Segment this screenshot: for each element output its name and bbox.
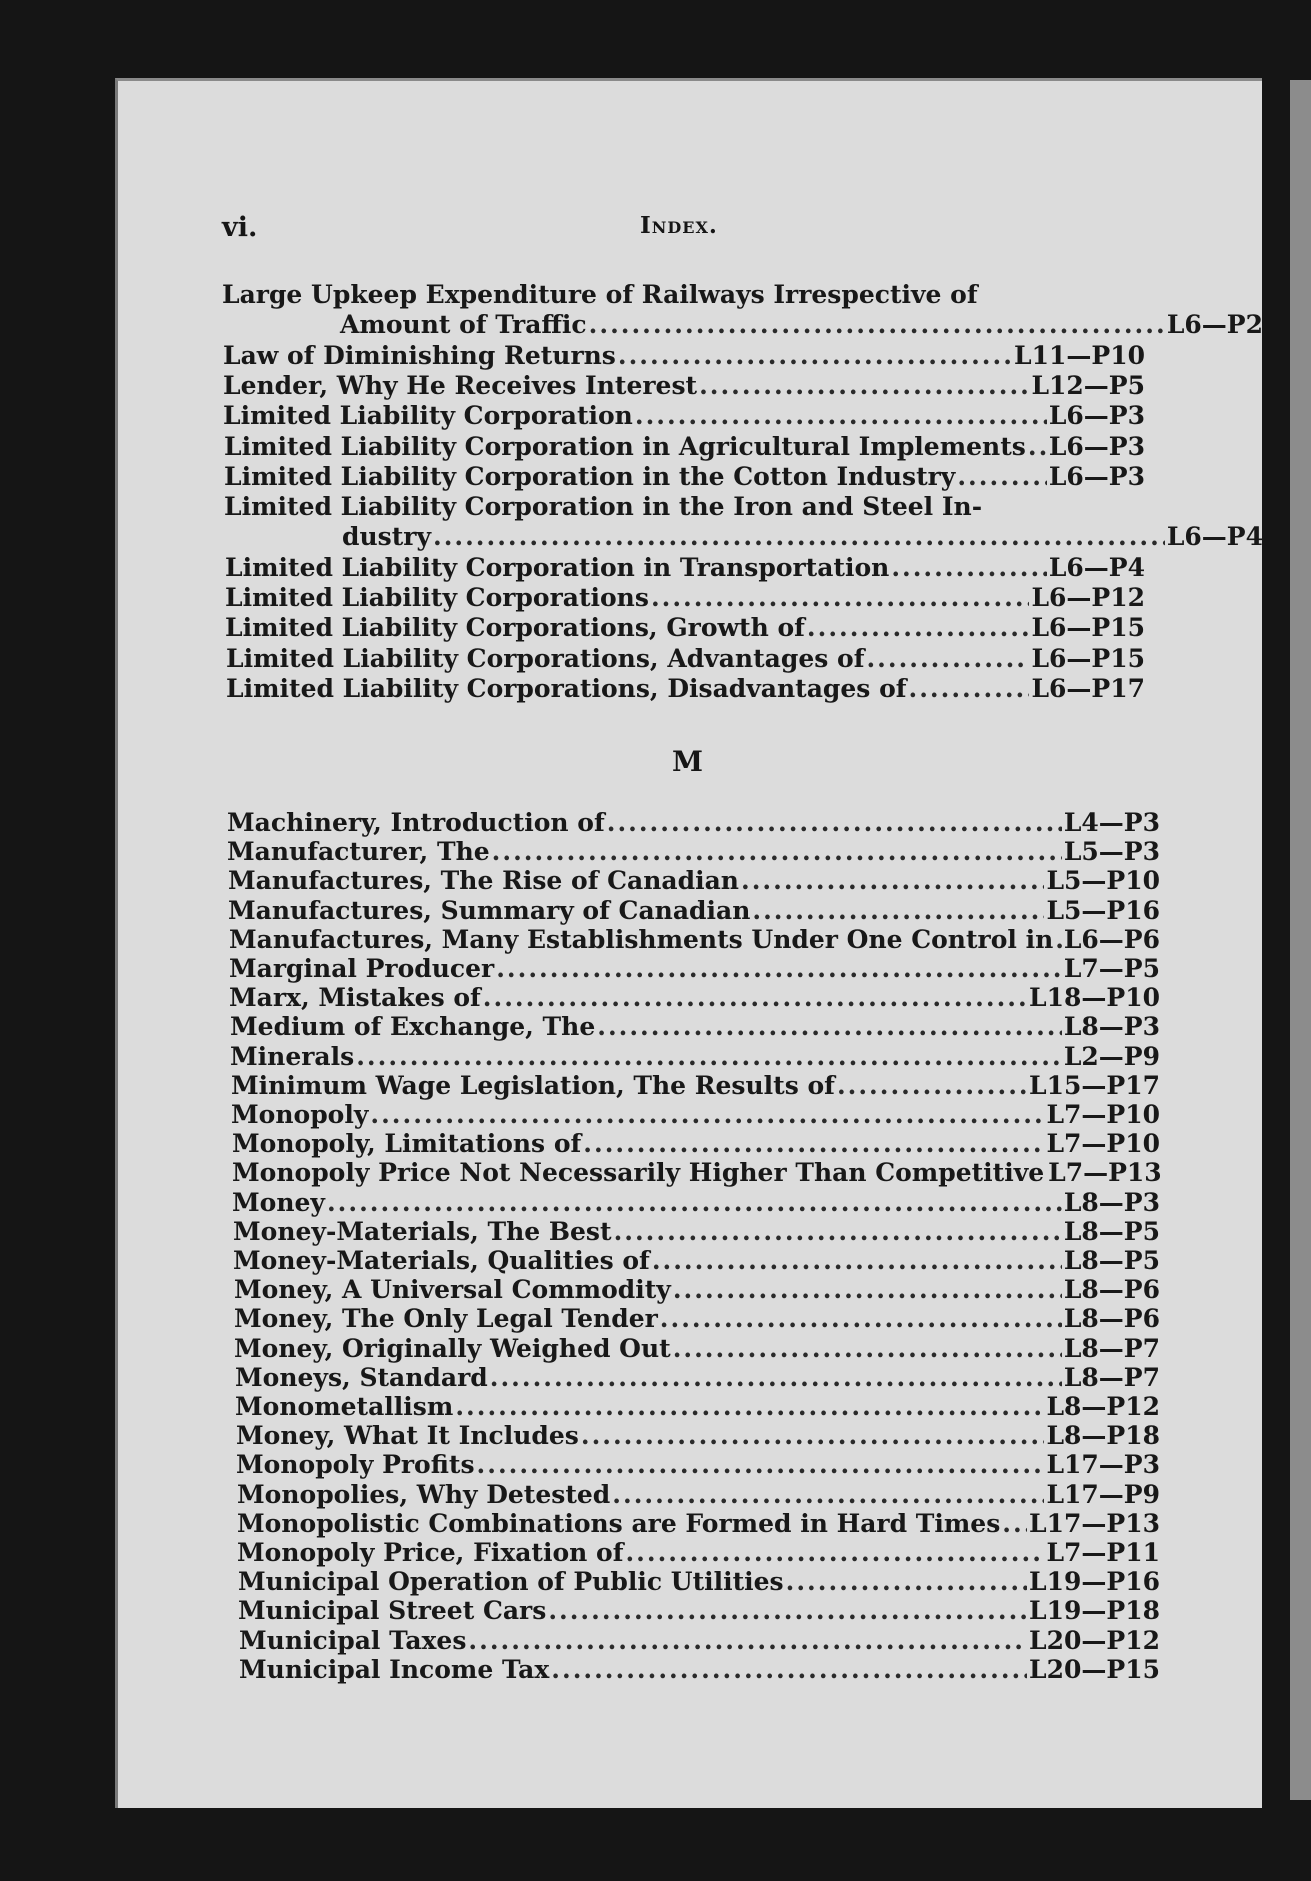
- dot-leader: [786, 1567, 1027, 1597]
- index-entry-label: Monometallism: [235, 1392, 454, 1421]
- index-entry-label: Monopolistic Combinations are Formed in Hard Times: [237, 1508, 1001, 1538]
- index-entry-label: Money: [232, 1187, 325, 1217]
- index-entry: [224, 432, 1145, 462]
- index-entry-reference: L17—P9: [1046, 1479, 1160, 1509]
- index-entry: [234, 1334, 1160, 1364]
- index-entry-reference: L4—P3: [1063, 808, 1160, 837]
- dot-leader: [581, 1421, 1045, 1451]
- index-entry: [239, 1626, 1160, 1656]
- dot-leader: [909, 674, 1030, 704]
- index-entry-reference: L8—P18: [1046, 1421, 1160, 1451]
- index-entry: [225, 553, 1145, 583]
- index-entry-reference: L6—P15: [1031, 613, 1145, 643]
- index-entry-reference: L7—P13: [1048, 1158, 1162, 1188]
- index-entry-reference: L8—P7: [1063, 1333, 1160, 1363]
- index-entry: [238, 1567, 1160, 1597]
- dot-leader: [477, 1450, 1045, 1480]
- dot-leader: [583, 1129, 1044, 1159]
- dot-leader: [891, 553, 1047, 583]
- index-entry-label: Monopoly, Limitations of: [232, 1129, 582, 1159]
- dot-leader: [548, 1596, 1027, 1626]
- index-entry-label: Manufactures, The Rise of Canadian: [228, 866, 739, 896]
- index-entry: [237, 1480, 1160, 1510]
- index-entry-label: Limited Liability Corporations, Growth of: [225, 613, 805, 643]
- dot-leader: [490, 1363, 1062, 1393]
- dot-leader: [699, 371, 1029, 401]
- index-entry: [227, 837, 1160, 867]
- index-entry-label: Amount of Traffic: [340, 310, 587, 340]
- index-entry-label: Municipal Street Cars: [238, 1596, 547, 1626]
- index-entry-label: Monopoly Price Not Necessarily Higher Than Competitive: [232, 1158, 1045, 1188]
- index-entry-label: Lender, Why He Receives Interest: [223, 370, 698, 400]
- index-entry: [232, 1158, 1160, 1188]
- index-entry-reference: L6—P3: [1048, 461, 1145, 491]
- index-entry-reference: L7—P10: [1046, 1129, 1160, 1159]
- index-entry-reference: L7—P11: [1046, 1538, 1160, 1567]
- dot-leader: [612, 1480, 1044, 1510]
- index-entry: [233, 1246, 1160, 1276]
- index-entry: [230, 1042, 1160, 1072]
- index-entry: [231, 1071, 1160, 1101]
- index-entry-label: Large Upkeep Expenditure of Railways Irrespective of: [222, 280, 978, 309]
- index-entry: [228, 896, 1160, 926]
- index-entry-reference: L6—P3: [1048, 401, 1145, 431]
- index-entry-label: dustry: [342, 522, 431, 552]
- index-entry: [222, 310, 1263, 340]
- index-entry-label: Limited Liability Corporations: [225, 583, 649, 612]
- index-entry: [225, 613, 1145, 643]
- index-entry: [231, 1100, 1160, 1130]
- dot-leader: [551, 1655, 1027, 1685]
- index-entry: [232, 1188, 1160, 1218]
- index-entry-label: Limited Liability Corporations, Disadvantages of: [226, 673, 907, 703]
- dot-leader: [356, 1042, 1062, 1072]
- dot-leader: [589, 310, 1165, 340]
- dot-leader: [597, 1012, 1062, 1042]
- index-entry-reference: L20—P12: [1029, 1625, 1160, 1655]
- facing-page-edge: [1290, 80, 1311, 1800]
- dot-leader: [837, 1071, 1027, 1101]
- index-entry-reference: L15—P17: [1029, 1070, 1160, 1100]
- dot-leader: [660, 1304, 1062, 1334]
- index-entry-label: Minimum Wage Legislation, The Results of: [231, 1070, 835, 1100]
- index-entry-reference: L5—P16: [1046, 895, 1160, 925]
- index-entry-reference: L18—P10: [1029, 983, 1160, 1013]
- dot-leader: [614, 1217, 1062, 1247]
- index-entry-reference: L5—P3: [1063, 837, 1160, 867]
- index-entry-label: Monopoly: [231, 1100, 369, 1129]
- index-entry: [226, 674, 1145, 704]
- dot-leader: [327, 1188, 1062, 1218]
- index-entry: [236, 1450, 1160, 1480]
- index-entry-label: Monopoly Profits: [236, 1450, 475, 1480]
- dot-leader: [1055, 925, 1062, 955]
- index-entry-label: Limited Liability Corporation in the Iron and Steel In-: [224, 492, 983, 522]
- index-entry-reference: L8—P6: [1063, 1275, 1160, 1305]
- index-entry-label: Marginal Producer: [229, 954, 495, 983]
- index-entry-reference: L8—P3: [1063, 1012, 1160, 1042]
- index-entry: [223, 371, 1145, 401]
- index-entry-label: Monopoly Price, Fixation of: [237, 1538, 624, 1567]
- index-entry: [224, 522, 1263, 552]
- dot-leader: [652, 1246, 1062, 1276]
- index-entry-reference: L6—P12: [1031, 583, 1145, 612]
- dot-leader: [433, 522, 1165, 552]
- index-entry-reference: L6—P4: [1166, 522, 1263, 552]
- index-entry-reference: L6—P3: [1048, 431, 1145, 461]
- index-entry: [236, 1421, 1160, 1451]
- index-entry-label: Money-Materials, The Best: [233, 1216, 612, 1246]
- index-entry: [232, 1129, 1160, 1159]
- index-entry-label: Law of Diminishing Returns: [223, 340, 616, 370]
- index-entry-label: Limited Liability Corporations, Advantages of: [226, 643, 865, 673]
- index-entry-label: Money, What It Includes: [236, 1421, 579, 1451]
- dot-leader: [618, 341, 1012, 371]
- index-entry-reference: L7—P10: [1046, 1100, 1160, 1129]
- index-entry-label: Money, Originally Weighed Out: [234, 1333, 671, 1363]
- dot-leader: [957, 462, 1046, 492]
- index-entry-label: Limited Liability Corporation: [223, 401, 633, 431]
- index-entry: [234, 1275, 1160, 1305]
- index-entry-label: Limited Liability Corporation in the Cotton Industry: [224, 461, 956, 491]
- index-entry-label: Machinery, Introduction of: [227, 808, 605, 837]
- index-entry-reference: L19—P16: [1029, 1567, 1160, 1597]
- index-entry-label: Minerals: [230, 1041, 355, 1071]
- index-entry-label: Medium of Exchange, The: [230, 1012, 596, 1042]
- index-entry-reference: L6—P2: [1166, 310, 1263, 340]
- dot-leader: [651, 583, 1030, 613]
- index-entry-label: Money, The Only Legal Tender: [234, 1304, 658, 1334]
- index-entry-reference: L20—P15: [1029, 1654, 1160, 1684]
- index-entry: [235, 1392, 1160, 1422]
- dot-leader: [1002, 1509, 1027, 1539]
- dot-leader: [741, 866, 1044, 896]
- dot-leader: [673, 1334, 1062, 1364]
- dot-leader: [752, 896, 1044, 926]
- index-entry: [223, 341, 1145, 371]
- index-entry: [234, 1304, 1160, 1334]
- index-entry-reference: L8—P7: [1063, 1362, 1160, 1392]
- index-entry-label: Limited Liability Corporation in Transportation: [225, 552, 890, 582]
- index-entry: [226, 644, 1145, 674]
- index-entry-label: Money-Materials, Qualities of: [233, 1246, 650, 1275]
- dot-leader: [625, 1538, 1044, 1568]
- index-entry-reference: L12—P5: [1031, 370, 1145, 400]
- dot-leader: [1028, 432, 1047, 462]
- page-number: vi.: [222, 212, 258, 243]
- index-entry-label: Manufacturer, The: [227, 837, 490, 867]
- index-entry-reference: L11—P10: [1014, 340, 1145, 370]
- index-entry-reference: L8—P5: [1063, 1216, 1160, 1246]
- dot-leader: [807, 613, 1030, 643]
- index-entry-label: Money, A Universal Commodity: [234, 1275, 671, 1305]
- dot-leader: [607, 808, 1062, 838]
- index-entry: [228, 866, 1160, 896]
- index-entry: [225, 583, 1145, 613]
- index-entry: [237, 1509, 1160, 1539]
- index-entry-label: Municipal Income Tax: [239, 1654, 550, 1684]
- dot-leader: [635, 401, 1047, 431]
- dot-leader: [673, 1275, 1062, 1305]
- index-entry-reference: L6—P4: [1048, 552, 1145, 582]
- index-entry-label: Marx, Mistakes of: [229, 983, 481, 1013]
- index-entry: [224, 462, 1145, 492]
- index-entry-label: Moneys, Standard: [235, 1362, 488, 1392]
- index-entry-reference: L6—P6: [1063, 924, 1160, 954]
- dot-leader: [468, 1626, 1027, 1656]
- index-entry-label: Municipal Taxes: [239, 1625, 467, 1655]
- index-entry-label: Manufactures, Summary of Canadian: [228, 895, 751, 925]
- dot-leader: [492, 837, 1062, 867]
- index-entry-reference: L2—P9: [1063, 1041, 1160, 1071]
- index-entry: [238, 1596, 1160, 1626]
- dot-leader: [483, 983, 1027, 1013]
- index-entry-label: Manufactures, Many Establishments Under One Control in: [229, 924, 1054, 954]
- index-entry-label: Municipal Operation of Public Utilities: [238, 1567, 784, 1597]
- index-entry-reference: L17—P3: [1046, 1450, 1160, 1480]
- index-entry: [222, 280, 1145, 310]
- index-entry: [229, 983, 1160, 1013]
- dot-leader: [370, 1100, 1044, 1130]
- index-entry: [223, 401, 1145, 431]
- index-entry: [235, 1363, 1160, 1393]
- index-entry: [229, 925, 1160, 955]
- index-entry: [227, 808, 1160, 838]
- index-entry-reference: L6—P15: [1031, 643, 1145, 673]
- index-entry-label: Limited Liability Corporation in Agricultural Implements: [224, 431, 1026, 461]
- section-letter-heading: M: [672, 745, 703, 778]
- index-entry-reference: L8—P6: [1063, 1304, 1160, 1334]
- index-entry: [224, 492, 1145, 522]
- index-entry-reference: L8—P12: [1046, 1392, 1160, 1421]
- index-entry: [233, 1217, 1160, 1247]
- dot-leader: [455, 1392, 1044, 1422]
- index-entry: [239, 1655, 1160, 1685]
- index-entry-reference: L6—P17: [1031, 673, 1145, 703]
- index-entry-reference: L7—P5: [1063, 954, 1160, 983]
- dot-leader: [496, 954, 1062, 984]
- index-entry: [230, 1012, 1160, 1042]
- index-entry-label: Monopolies, Why Detested: [237, 1479, 611, 1509]
- index-entry: [229, 954, 1160, 984]
- index-entry-reference: L8—P3: [1063, 1187, 1160, 1217]
- index-entry-reference: L8—P5: [1063, 1246, 1160, 1275]
- running-header: Index.: [640, 212, 718, 239]
- index-entry-reference: L17—P13: [1029, 1508, 1160, 1538]
- index-entry-reference: L5—P10: [1046, 866, 1160, 896]
- dot-leader: [866, 644, 1029, 674]
- index-entry: [237, 1538, 1160, 1568]
- index-entry-reference: L19—P18: [1029, 1596, 1160, 1626]
